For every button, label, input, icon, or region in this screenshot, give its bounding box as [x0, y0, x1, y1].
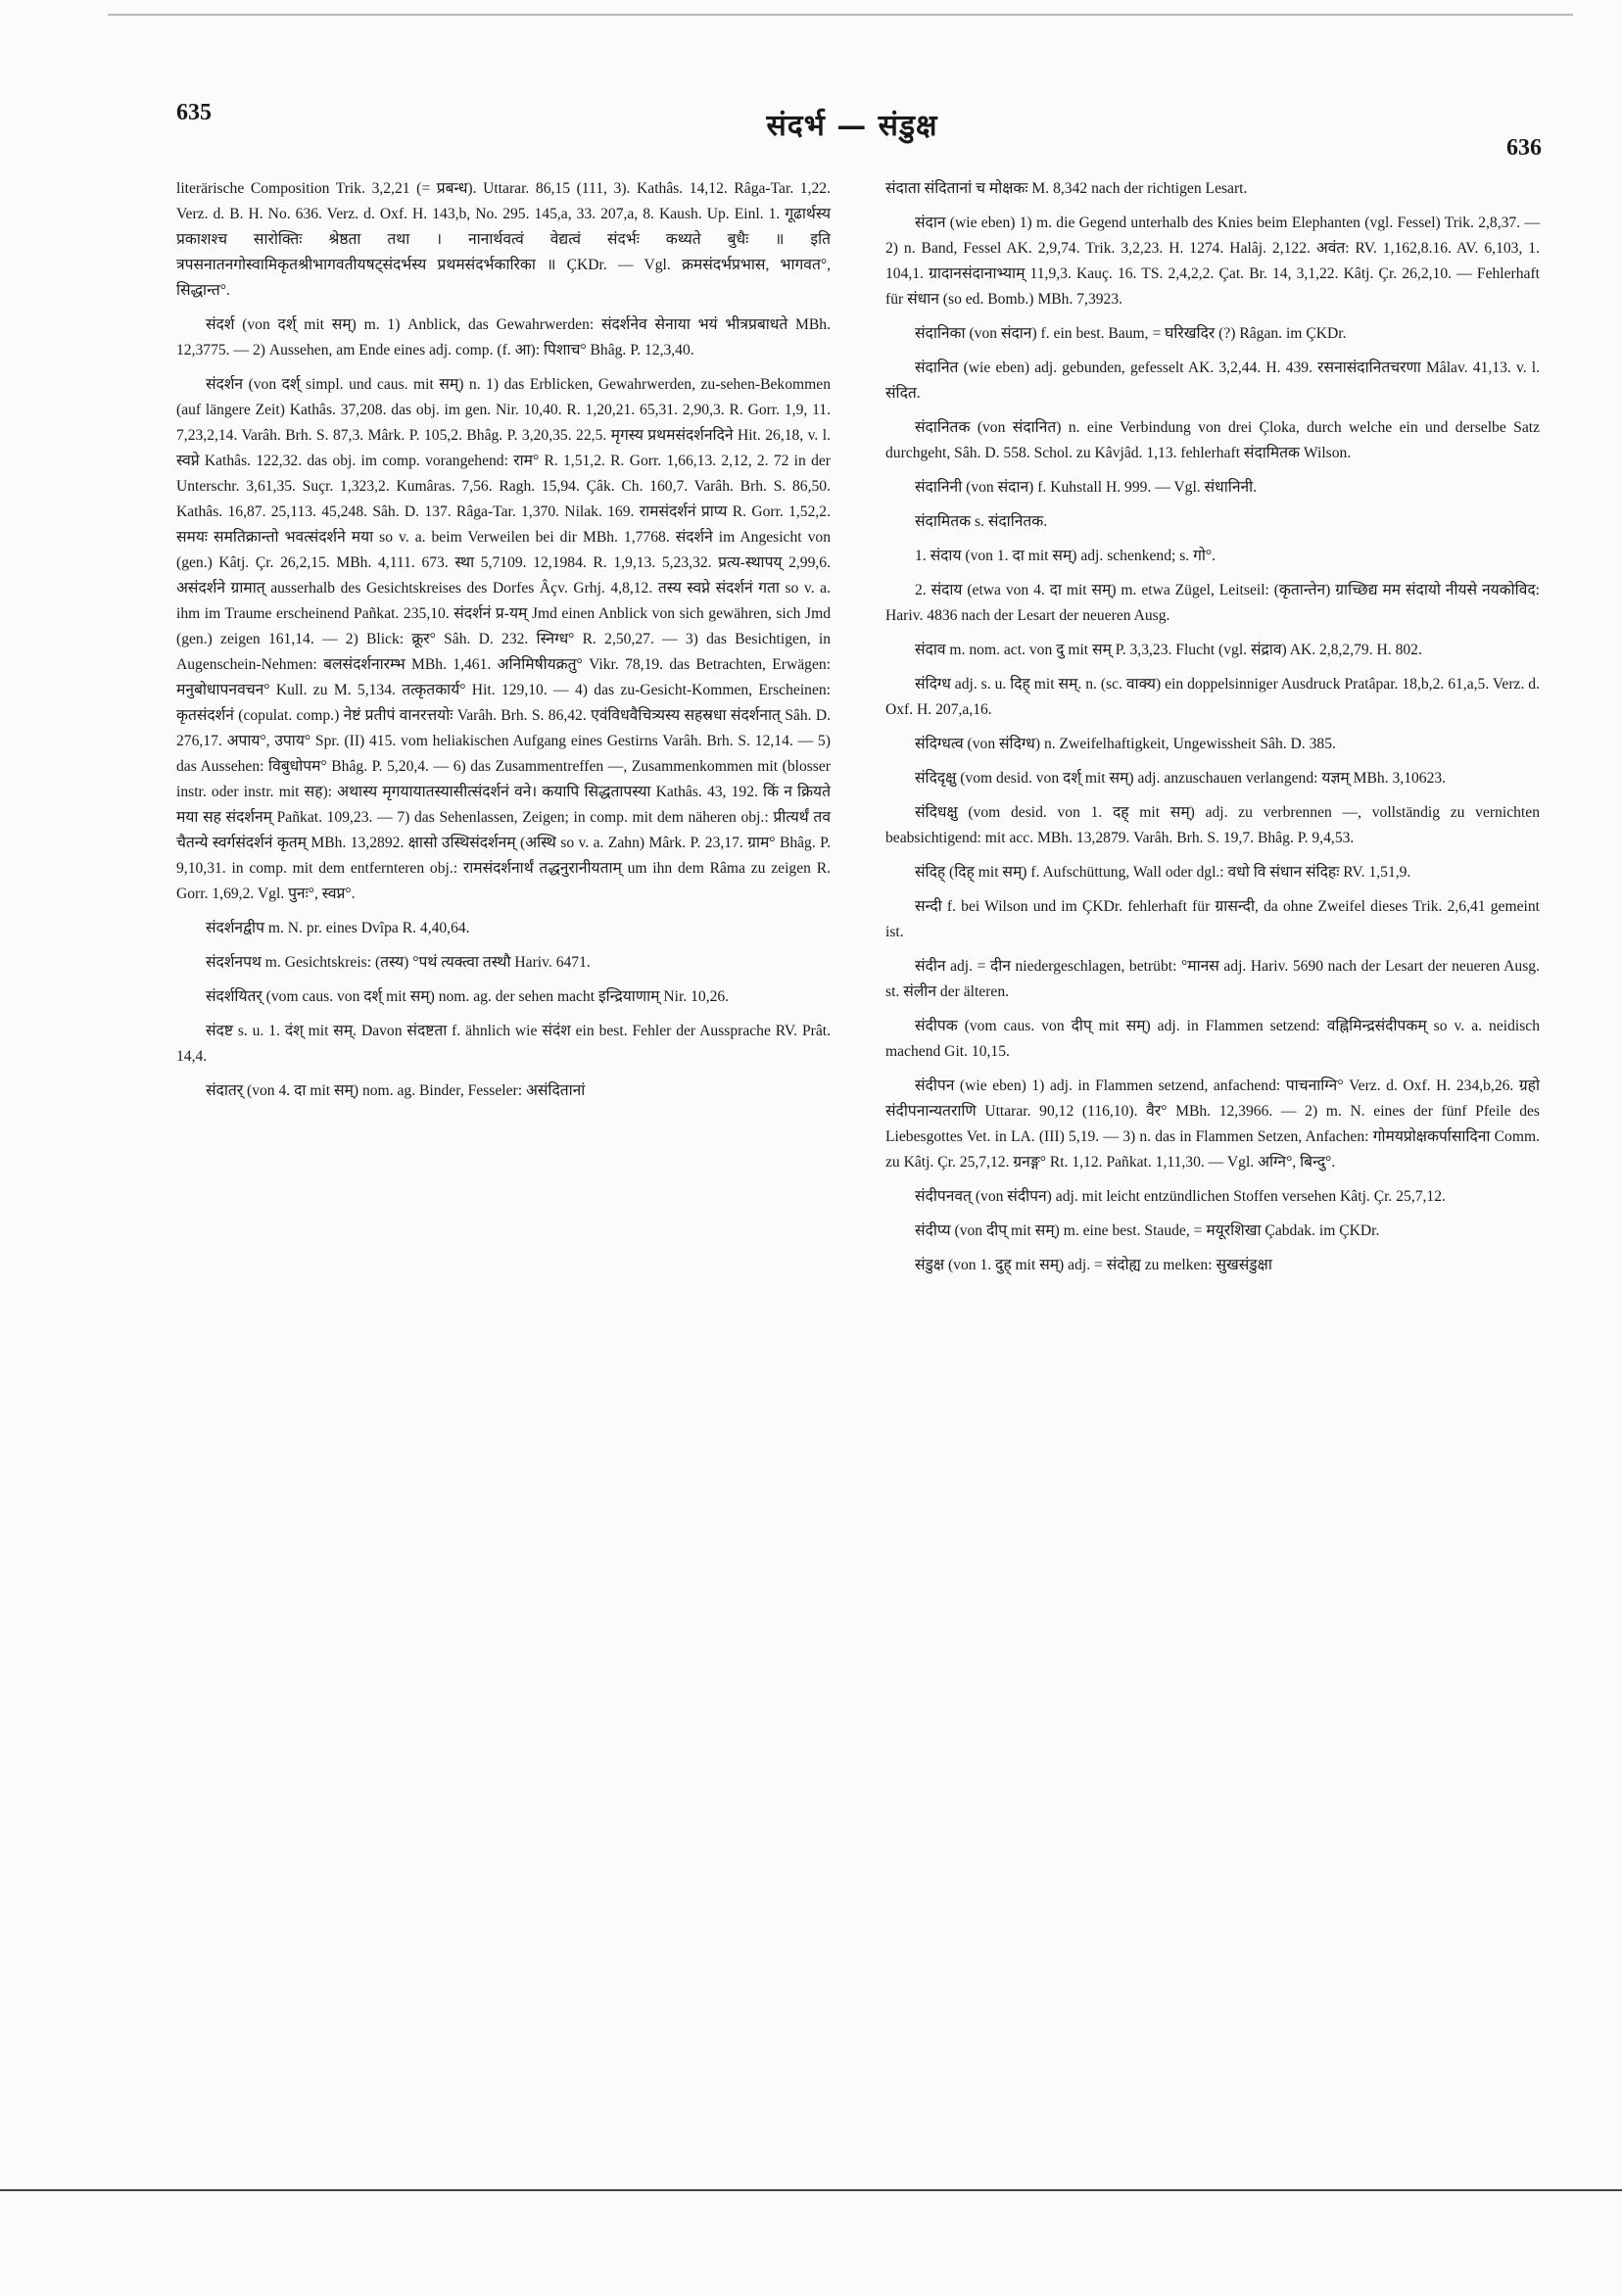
dictionary-entry: संदर्शनपथ m. Gesichtskreis: (तस्य) °पथं त्यक्त्वा तस्थौ Hariv. 6471.: [206, 954, 591, 971]
dictionary-entry: संदष्ट s. u. 1. दंश् mit सम्. Davon संदष्टता f. ähnlich wie संदंश ein best. Fehler der Aussprache RV. Prât. 14,4.: [176, 1023, 831, 1065]
dictionary-entry: संदान (wie eben) 1) m. die Gegend unterhalb des Knies beim Elephanten (vgl. Fessel) Trik. 2,8,37. — 2) n. Band, Fessel AK. 2,9,74. Trik. 3,2,23. H. 1274. Halâj. 2,122. अवंत: RV. 1,162,8.16. AV. 6,103, 1. 104,1. ग्रादानसंदानाभ्याम् 11,9,3. Kauç. 16. TS. 2,4,2,2. Çat. Br. 14, 3,1,22. Kâtj. Çr. 26,2,10. — Fehlerhaft für संधान (so ed. Bomb.) MBh. 7,3923.: [885, 215, 1540, 308]
dictionary-entry: संदर्शनद्वीप m. N. pr. eines Dvîpa R. 4,40,64.: [206, 920, 470, 936]
dictionary-entry: 2. संदाय (etwa von 4. दा mit सम्) m. etwa Zügel, Leitseil: (कृतान्तेन) ग्राच्छिद्य मम संदायो नीयसे नयकोविद: Hariv. 4836 nach der Lesart der neueren Ausg.: [885, 582, 1540, 624]
dictionary-entry: संदामितक s. संदानितक.: [915, 513, 1048, 530]
dictionary-entry: संदीपनवत् (von संदीपन) adj. mit leicht entzündlichen Stoffen versehen Kâtj. Çr. 25,7,12.: [915, 1188, 1446, 1205]
dictionary-entry: संदानिनी (von संदान) f. Kuhstall H. 999. — Vgl. संधानिनी.: [915, 479, 1258, 496]
running-header: संदर्भ — संडुक्ष: [766, 109, 938, 143]
left-page-number: 635: [176, 100, 212, 125]
dictionary-entry: संदानित (wie eben) adj. gebunden, gefesselt AK. 3,2,44. H. 439. रसनासंदानितचरणा Mâlav. 41,13. v. l. संदित.: [885, 359, 1540, 402]
dictionary-entry: सन्दी f. bei Wilson und im ÇKDr. fehlerhaft für ग्रासन्दी, da ohne Zweifel dieses Trik. 2,6,41 gemeint ist.: [885, 898, 1540, 940]
dictionary-entry: संदिधक्षु (vom desid. von 1. दह् mit सम्) adj. zu verbrennen —, vollständig zu vernichten beabsichtigend: mit acc. MBh. 13,2879. Varâh. Brh. S. 19,7. Bhâg. P. 9,4,53.: [885, 804, 1540, 846]
dictionary-entry: संदर्शयितर् (vom caus. von दर्श् mit सम्) nom. ag. der sehen macht इन्द्रियाणाम् Nir. 10,26.: [206, 988, 730, 1005]
dictionary-entry: संडुक्ष (von 1. दुह् mit सम्) adj. = संदोह्य zu melken: सुखसंडुक्षा: [915, 1257, 1272, 1273]
dictionary-entry: संदीपन (wie eben) 1) adj. in Flammen setzend, anfachend: पाचनाग्नि° Verz. d. Oxf. H. 234,b,26. ग्रहो संदीपनान्यतराणि Uttarar. 90,12 (116,10). वैर° MBh. 12,3966. — 2) m. N. eines der fünf Pfeile des Liebesgottes Vet. in LA. (III) 5,19. — 3) n. das in Flammen Setzen, Anfachen: गोमयप्रोक्षकर्पासादिना Comm. zu Kâtj. Çr. 25,7,12. ग्रनङ्ग° Rt. 1,12. Pañkat. 1,11,30. — Vgl. अग्नि°, बिन्दु°.: [885, 1077, 1540, 1171]
right-page-number: 636: [1506, 135, 1542, 161]
dictionary-entry: संदर्शन (von दर्श् simpl. und caus. mit सम्) n. 1) das Erblicken, Gewahrwerden, zu-sehen-Bekommen (auf längere Zeit) Kathâs. 37,208. das obj. im gen. Nir. 10,40. R. 1,20,21. 65,31. 2,90,3. R. Gorr. 1,9, 11. 7,23,2,14. Varâh. Brh. S. 87,3. Mârk. P. 105,2. Bhâg. P. 3,20,35. 22,5. मृगस्य प्रथमसंदर्शनदिने Hit. 26,18, v. l. स्वप्ने Kathâs. 122,32. das obj. im comp. vorangehend: राम° R. 1,51,2. R. Gorr. 1,66,13. 2,12, 2. 72 in der Unterschr. 3,61,35. Suçr. 1,323,2. Kumâras. 7,56. Ragh. 15,94. Çâk. Ch. 160,7. Varâh. Brh. S. 86,50. Kathâs. 16,87. 25,113. 45,248. Sâh. D. 137. Râga-Tar. 1,370. Nilak. 169. रामसंदर्शनं प्राप्य R. Gorr. 1,52,2. समयः समतिक्रान्तो भवत्संदर्शने मया so v. a. beim Verweilen bei dir MBh. 1,7768. संदर्शने im Angesicht von (gen.) Kâtj. Çr. 26,2,15. MBh. 4,111. 673. स्था 5,7109. 12,1984. R. 1,9,13. 5,23,32. प्रत्य-स्थापय् 2,99,6. असंदर्शने ग्रामात् ausserhalb des Gesichtskreises des Dorfes Âçv. Grhj. 4,8,12. तस्य स्वप्ने संदर्शनं गता so v. a. ihm im Traume erscheinend Pañkat. 235,10. संदर्शनं प्र-यम् Jmd einen Anblick von sich gewähren, sich Jmd (gen.) zeigen 161,14. — 2) Blick: क्रूर° Sâh. D. 232. स्निग्ध° R. 2,50,27. — 3) das Besichtigen, in Augenschein-Nehmen: बलसंदर्शनारम्भ MBh. 1,461. अनिमिषीयक्रतु° Vikr. 78,19. das Betrachten, Erwägen: मनुबोधापनवचन° Kull. zu M. 5,134. तत्कृतकार्य° Hit. 129,10. — 4) das zu-Gesicht-Kommen, Erscheinen: कृतसंदर्शनं (copulat. comp.) नेष्टं प्रतीपं वानरत्तयोः Varâh. Brh. S. 86,42. एवंविधवैचित्र्यस्य सहस्रधा संदर्शनात् Sâh. D. 276,17. अपाय°, उपाय° Spr. (II) 415. vom heliakischen Aufgang eines Gestirns Varâh. Brh. S. 12,14. — 5) das Aussehen: विबुधोपम° Bhâg. P. 5,20,4. — 6) das Zusammentreffen —, Zusammenkommen mit (blosser instr. oder instr. mit सह): अथास्य मृगयायातस्यासीत्संदर्शनं वने। कयापि सिद्धतापस्या Kathâs. 43, 192. किं न क्रियते मया सह संदर्शनम् Pañkat. 109,23. — 7) das Sehenlassen, Zeigen; in comp. mit dem näheren obj.: प्रीत्यर्थं तव चैतन्ये स्वर्गसंदर्शनं कृतम् MBh. 13,2892. क्षासो उस्थिसंदर्शनम् (अस्थि so v. a. Zahn) Mârk. P. 23,17. ग्राम° Bhâg. P. 9,10,31. in comp. mit dem entfernteren obj.: रामसंदर्शनार्थं तद्धनुरानीयताम् um ihn dem Râma zu zeigen R. Gorr. 1,69,2. Vgl. पुनः°, स्वप्न°.: [176, 376, 831, 902]
dictionary-entry: संदिदृक्षु (vom desid. von दर्श् mit सम्) adj. anzuschauen verlangend: यज्ञम् MBh. 3,10623.: [915, 770, 1447, 787]
dictionary-entry: संदाता संदितानां च मोक्षकः M. 8,342 nach der richtigen Lesart.: [885, 180, 1248, 197]
dictionary-entry: संदीन adj. = दीन niedergeschlagen, betrübt: °मानस adj. Hariv. 5690 nach der Lesart der neueren Ausg. st. संलीन der älteren.: [885, 958, 1540, 1000]
dictionary-entry: संदीप्य (von दीप् mit सम्) m. eine best. Staude, = मयूरशिखा Çabdak. im ÇKDr.: [915, 1222, 1380, 1239]
dictionary-entry: संदातर् (von 4. दा mit सम्) nom. ag. Binder, Fesseler: असंदितानां: [206, 1082, 586, 1099]
right-column: [885, 176, 1540, 1287]
dictionary-entry: संदानितक (von संदानित) n. eine Verbindung von drei Çloka, durch welche ein und derselbe Satz durchgeht, Sâh. D. 558. Schol. zu Kâvjâd. 1,13. fehlerhaft संदामितक Wilson.: [885, 419, 1540, 461]
bottom-rule: [0, 2189, 1622, 2191]
dictionary-entry: संदिग्ध adj. s. u. दिह् mit सम्. n. (sc. वाक्य) ein doppelsinniger Ausdruck Pratâpar. 18,b,2. 61,a,5. Verz. d. Oxf. H. 207,a,16.: [885, 676, 1540, 718]
dictionary-entry: संदिह् (दिह् mit सम्) f. Aufschüttung, Wall oder dgl.: वधो वि संधान संदिहः RV. 1,51,9.: [915, 864, 1411, 881]
dictionary-entry: संदाव m. nom. act. von दु mit सम् P. 3,3,23. Flucht (vgl. संद्राव) AK. 2,8,2,79. H. 802.: [915, 642, 1422, 658]
top-rule: [108, 14, 1573, 16]
left-column: [176, 176, 831, 1113]
dictionary-entry: संदानिका (von संदान) f. ein best. Baum, = घरिखदिर (?) Râgan. im ÇKDr.: [915, 325, 1347, 342]
dictionary-entry: literärische Composition Trik. 3,2,21 (= प्रबन्ध). Uttarar. 86,15 (111, 3). Kathâs. 14,12. Râga-Tar. 1,22. Verz. d. B. H. No. 636. Verz. d. Oxf. H. 143,b, No. 295. 145,a, 33. 207,a, 8. Kaush. Up. Einl. 1. गूढार्थस्य प्रकाशश्च सारोक्तिः श्रेष्ठता तथा । नानार्थवत्वं वेद्यत्वं संदर्भः कथ्यते बुधैः ॥ इति त्रपसनातनगोस्वामिकृतश्रीभागवतीयषट्संदर्भस्य प्रथमसंदर्भकारिका ॥ ÇKDr. — Vgl. क्रमसंदर्भप्रभास, भागवत°, सिद्धान्त°.: [176, 180, 831, 299]
dictionary-entry: संदीपक (vom caus. von दीप् mit सम्) adj. in Flammen setzend: वह्निमिन्द्रसंदीपकम् so v. a. neidisch machend Git. 10,15.: [885, 1018, 1540, 1060]
dictionary-entry: संदर्श (von दर्श् mit सम्) m. 1) Anblick, das Gewahrwerden: संदर्शनेव सेनाया भयं भीत्रप्रबाधते MBh. 12,3775. — 2) Aussehen, am Ende eines adj. comp. (f. आ): पिशाच° Bhâg. P. 12,3,40.: [176, 316, 831, 359]
dictionary-entry: संदिग्धत्व (von संदिग्ध) n. Zweifelhaftigkeit, Ungewissheit Sâh. D. 385.: [915, 736, 1336, 752]
dictionary-entry: 1. संदाय (von 1. दा mit सम्) adj. schenkend; s. गो°.: [915, 548, 1216, 564]
